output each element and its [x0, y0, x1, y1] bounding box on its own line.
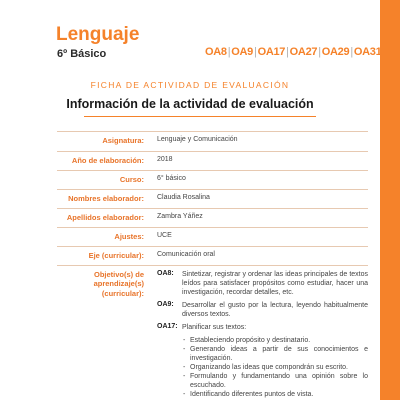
sub-objective-item: - Formulando y fundamentando una opinión sobre lo escuchado.	[182, 372, 368, 390]
sub-objective-item: - Estableciendo propósito y destinatario.	[182, 336, 368, 345]
row-label: Nombres elaborador:	[68, 194, 144, 203]
grade-label: 6º Básico	[57, 48, 107, 60]
row-value: 6° básico	[157, 175, 186, 182]
info-table	[57, 131, 368, 406]
row-label: Curso:	[119, 175, 144, 184]
sub-objective-item: - Organizando las ideas que compondrán su escrito.	[182, 363, 368, 372]
sheet-type: FICHA DE ACTIVIDAD DE EVALUACIÓN	[90, 80, 290, 90]
objective-code: OA17:	[157, 323, 178, 331]
objective-text: Planificar sus textos:	[182, 324, 247, 332]
table-row	[57, 171, 368, 190]
subject-title: Lenguaje	[56, 24, 140, 45]
sub-objective-list	[182, 336, 368, 400]
oa-codes	[205, 46, 381, 58]
row-value: Claudia Rosalina	[157, 194, 210, 201]
table-row	[57, 247, 368, 266]
title-underline	[84, 116, 316, 117]
table-row	[57, 152, 368, 171]
objective-code: OA8:	[157, 270, 174, 277]
row-label: Eje (curricular):	[88, 251, 144, 260]
separator: |	[254, 46, 257, 58]
sub-objective-item: - Generando ideas a partir de sus conocimientos e investigación.	[182, 345, 368, 363]
objective-text: Desarrollar el gusto por la lectura, leyendo habitualmente diversos textos.	[182, 302, 368, 319]
row-label: Ajustes:	[114, 232, 144, 241]
side-accent-bar	[380, 0, 400, 400]
sub-objective-item: - Identificando diferentes puntos de vista.	[182, 390, 368, 399]
table-row	[57, 228, 368, 247]
objectives-label-line: aprendizaje(s)	[93, 279, 144, 289]
objectives-list	[150, 266, 368, 406]
table-row	[57, 131, 368, 152]
row-value: Zambra Yáñez	[157, 213, 203, 220]
objectives-label-line: (curricular):	[101, 288, 144, 298]
table-row	[57, 209, 368, 228]
oa-code: OA31	[353, 46, 382, 58]
row-label: Apellidos elaborador:	[66, 213, 144, 222]
separator: |	[286, 46, 289, 58]
objective-item	[157, 270, 368, 297]
row-value: Comunicación oral	[157, 251, 215, 258]
objectives-label	[57, 266, 150, 406]
separator: |	[227, 46, 231, 58]
objectives-row	[57, 266, 368, 406]
objectives-label-line: Objetivo(s) de	[93, 270, 144, 279]
objective-body	[182, 323, 368, 399]
row-label: Asignatura:	[102, 136, 144, 145]
separator: |	[318, 46, 321, 58]
objective-code: OA9:	[157, 301, 174, 309]
row-value: Lenguaje y Comunicación	[157, 136, 238, 143]
objective-item	[157, 301, 368, 319]
oa-code: OA29	[321, 46, 350, 58]
separator: |	[350, 46, 353, 58]
oa-code: OA17	[257, 46, 286, 58]
oa-code: OA8	[205, 46, 227, 58]
sheet-title: Información de la actividad de evaluación	[66, 97, 314, 111]
objective-item	[157, 323, 368, 399]
table-row	[57, 190, 368, 209]
row-value: 2018	[157, 156, 173, 163]
objective-text: Sintetizar, registrar y ordenar las ideas principales de textos leídos para satisfacer propósitos como estudiar, hacer una investigación, recordar detalles, etc.	[182, 271, 368, 297]
row-label: Año de elaboración:	[71, 156, 144, 165]
row-value: UCE	[157, 232, 172, 239]
oa-code: OA27	[289, 46, 318, 58]
oa-code: OA9	[231, 46, 253, 58]
